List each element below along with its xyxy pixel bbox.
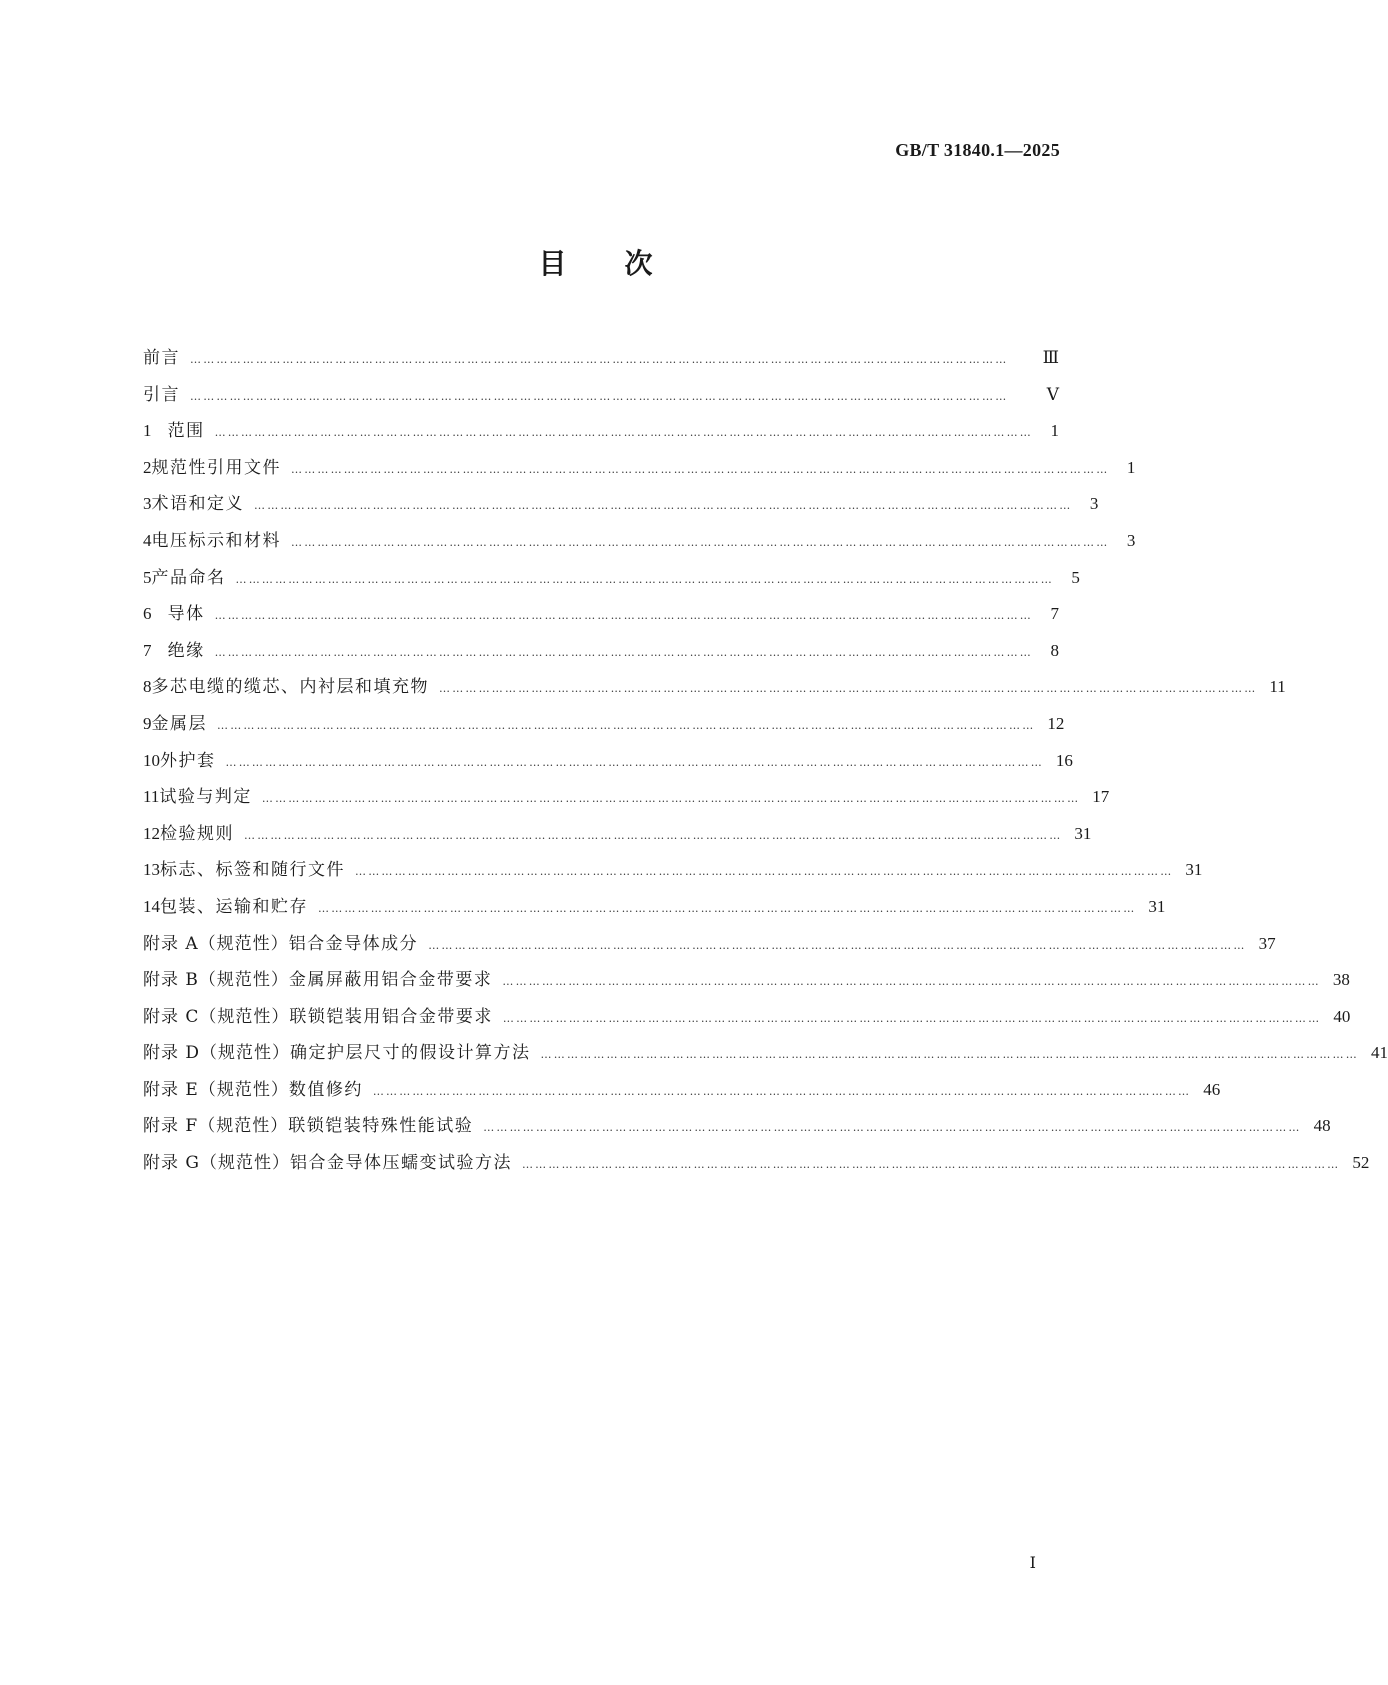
toc-leader-dots: ……………………………………………………………………………………………………………………………………………………………………: [214, 645, 1033, 659]
toc-entry-title: 标志、标签和随行文件: [160, 860, 345, 881]
toc-leader-dots: ……………………………………………………………………………………………………………………………………………………………………: [190, 353, 1009, 366]
toc-leader-dots: ……………………………………………………………………………………………………………………………………………………………………: [244, 828, 1063, 842]
toc-entry-annex-b[interactable]: [143, 962, 1350, 999]
toc-entry-title: 多芯电缆的缆芯、内衬层和填充物: [151, 677, 429, 698]
toc-entry-page: 46: [1203, 1079, 1221, 1099]
toc-entry-clause-9[interactable]: [143, 706, 1065, 743]
toc-entry-clause-4[interactable]: [143, 523, 1136, 560]
toc-leader-dots: ……………………………………………………………………………………………………………………………………………………………………: [540, 1048, 1359, 1062]
toc-entry-clause-8[interactable]: [143, 669, 1286, 706]
toc-entry-page: 7: [1050, 604, 1059, 624]
toc-entry-number: 2: [143, 457, 152, 477]
toc-annex-label: 附录 C（规范性）: [143, 1006, 290, 1027]
toc-entry-clause-11[interactable]: [143, 779, 1110, 816]
toc-entry-page: 12: [1047, 713, 1065, 733]
toc-entry-preface[interactable]: [143, 340, 1059, 377]
toc-annex-label: 附录 B（规范性）: [143, 970, 289, 991]
toc-leader-dots: ……………………………………………………………………………………………………………………………………………………………………: [318, 901, 1137, 915]
toc-entry-page: 40: [1333, 1006, 1351, 1026]
toc-entry-page: 11: [1269, 677, 1286, 697]
toc-annex-label: 附录 F（规范性）: [143, 1116, 289, 1137]
toc-entry-number: 10: [143, 750, 160, 770]
toc-entry-page: 41: [1370, 1043, 1388, 1063]
toc-entry-number: 8: [143, 677, 152, 697]
toc-entry-page: Ⅲ: [1042, 348, 1059, 367]
toc-leader-dots: ……………………………………………………………………………………………………………………………………………………………………: [261, 792, 1081, 806]
toc-leader-dots: ……………………………………………………………………………………………………………………………………………………………………: [355, 865, 1174, 879]
toc-entry-annex-f[interactable]: [143, 1108, 1331, 1145]
toc-entry-page: 31: [1074, 823, 1092, 843]
toc-entry-number: 1: [143, 421, 152, 441]
toc-annex-label: 附录 D（规范性）: [143, 1043, 291, 1064]
toc-entry-title: 检验规则: [160, 823, 234, 844]
toc-entry-clause-12[interactable]: [143, 816, 1092, 853]
toc-leader-dots: ……………………………………………………………………………………………………………………………………………………………………: [502, 1011, 1322, 1025]
toc-entry-clause-13[interactable]: [143, 852, 1203, 889]
toc-entry-page: 17: [1092, 787, 1110, 807]
toc-entry-title: 包装、运输和贮存: [160, 896, 308, 917]
toc-entry-number: 5: [143, 567, 152, 587]
toc-entry-page: 37: [1258, 933, 1276, 953]
toc-leader-dots: ……………………………………………………………………………………………………………………………………………………………………: [372, 1084, 1192, 1098]
toc-entry-title: 前言: [143, 348, 180, 368]
toc-entry-title: 电压标示和材料: [151, 530, 281, 551]
toc-entry-number: 7: [143, 640, 152, 660]
toc-entry-title: 规范性引用文件: [151, 457, 281, 478]
toc-entry-page: 38: [1332, 970, 1350, 990]
document-code: GB/T 31840.1—2025: [895, 140, 1060, 160]
toc-entry-page: Ⅴ: [1046, 384, 1059, 404]
toc-entry-annex-a[interactable]: [143, 926, 1276, 963]
toc-entry-page: 8: [1050, 640, 1059, 660]
toc-leader-dots: ……………………………………………………………………………………………………………………………………………………………………: [439, 682, 1258, 696]
toc-entry-number: 3: [143, 494, 152, 514]
toc-entry-page: 48: [1313, 1116, 1331, 1136]
toc-entry-number: 14: [143, 896, 160, 916]
toc-leader-dots: ……………………………………………………………………………………………………………………………………………………………………: [214, 426, 1033, 440]
toc-entry-number: 6: [143, 604, 152, 624]
toc-leader-dots: ……………………………………………………………………………………………………………………………………………………………………: [190, 389, 1009, 403]
toc-entry-title: 范围: [167, 421, 205, 442]
toc-entry-title: 确定护层尺寸的假设计算方法: [290, 1043, 531, 1064]
toc-entry-title: 数值修约: [288, 1079, 363, 1100]
toc-leader-dots: ……………………………………………………………………………………………………………………………………………………………………: [235, 572, 1054, 586]
toc-entry-clause-3[interactable]: [143, 486, 1099, 523]
toc-entry-title: 产品命名: [151, 567, 226, 588]
toc-entry-title: 术语和定义: [151, 494, 244, 515]
toc-entry-number: 12: [143, 823, 160, 843]
toc-leader-dots: ……………………………………………………………………………………………………………………………………………………………………: [291, 462, 1110, 476]
toc-leader-dots: ……………………………………………………………………………………………………………………………………………………………………: [428, 938, 1247, 952]
toc-leader-dots: ……………………………………………………………………………………………………………………………………………………………………: [521, 1158, 1341, 1172]
toc-entry-page: 52: [1352, 1153, 1370, 1173]
toc-leader-dots: ……………………………………………………………………………………………………………………………………………………………………: [291, 535, 1110, 549]
toc-entry-number: 9: [143, 713, 152, 733]
toc-entry-number: 11: [143, 787, 160, 807]
toc-entry-title: 引言: [143, 384, 180, 405]
toc-entry-title: 试验与判定: [159, 787, 252, 808]
toc-entry-title: 金属层: [151, 713, 207, 734]
toc-entry-clause-2[interactable]: [143, 450, 1136, 487]
toc-annex-label: 附录 G（规范性）: [143, 1153, 290, 1174]
toc-entry-annex-e[interactable]: [143, 1072, 1221, 1109]
toc-leader-dots: ……………………………………………………………………………………………………………………………………………………………………: [483, 1121, 1302, 1135]
toc-entry-clause-6[interactable]: [143, 596, 1059, 633]
toc-leader-dots: ……………………………………………………………………………………………………………………………………………………………………: [502, 975, 1321, 989]
toc-leader-dots: ……………………………………………………………………………………………………………………………………………………………………: [217, 718, 1036, 732]
table-of-contents: [143, 340, 1388, 1182]
toc-entry-title: 导体: [167, 604, 205, 625]
toc-entry-page: 31: [1148, 896, 1166, 916]
toc-entry-title: 外护套: [160, 750, 216, 771]
toc-entry-annex-c[interactable]: [143, 999, 1351, 1036]
toc-entry-introduction[interactable]: [143, 377, 1059, 414]
toc-entry-page: 1: [1126, 457, 1136, 477]
toc-entry-title: 联锁铠装特殊性能试验: [288, 1116, 474, 1137]
page-number: Ⅰ: [1029, 1555, 1036, 1572]
toc-entry-page: 31: [1185, 860, 1203, 880]
toc-entry-title: 金属屏蔽用铝合金带要求: [288, 970, 493, 991]
toc-entry-annex-g[interactable]: [143, 1145, 1370, 1182]
toc-entry-clause-10[interactable]: [143, 743, 1073, 780]
toc-entry-title: 铝合金导体成分: [288, 933, 419, 954]
toc-entry-clause-1[interactable]: [143, 413, 1059, 450]
toc-entry-title: 铝合金导体压蠕变试验方法: [289, 1153, 512, 1174]
toc-entry-page: 1: [1050, 421, 1059, 441]
toc-entry-page: 16: [1055, 750, 1073, 770]
page-title: 目次: [538, 247, 711, 280]
toc-entry-clause-7[interactable]: [143, 633, 1059, 670]
toc-entry-number: 4: [143, 530, 152, 550]
toc-entry-page: 3: [1089, 494, 1099, 514]
toc-entry-clause-5[interactable]: [143, 560, 1080, 597]
toc-entry-title: 绝缘: [167, 640, 205, 661]
toc-entry-number: 13: [143, 860, 160, 880]
toc-entry-title: 联锁铠装用铝合金带要求: [289, 1006, 493, 1027]
toc-leader-dots: ……………………………………………………………………………………………………………………………………………………………………: [254, 499, 1073, 513]
toc-entry-clause-14[interactable]: [143, 889, 1166, 926]
toc-leader-dots: ……………………………………………………………………………………………………………………………………………………………………: [214, 609, 1033, 623]
toc-entry-annex-d[interactable]: [143, 1035, 1388, 1072]
toc-entry-page: 3: [1126, 530, 1136, 550]
toc-annex-label: 附录 E（规范性）: [143, 1079, 289, 1100]
toc-entry-page: 5: [1071, 567, 1080, 587]
toc-annex-label: 附录 A（规范性）: [143, 933, 289, 954]
toc-leader-dots: ……………………………………………………………………………………………………………………………………………………………………: [225, 755, 1044, 769]
